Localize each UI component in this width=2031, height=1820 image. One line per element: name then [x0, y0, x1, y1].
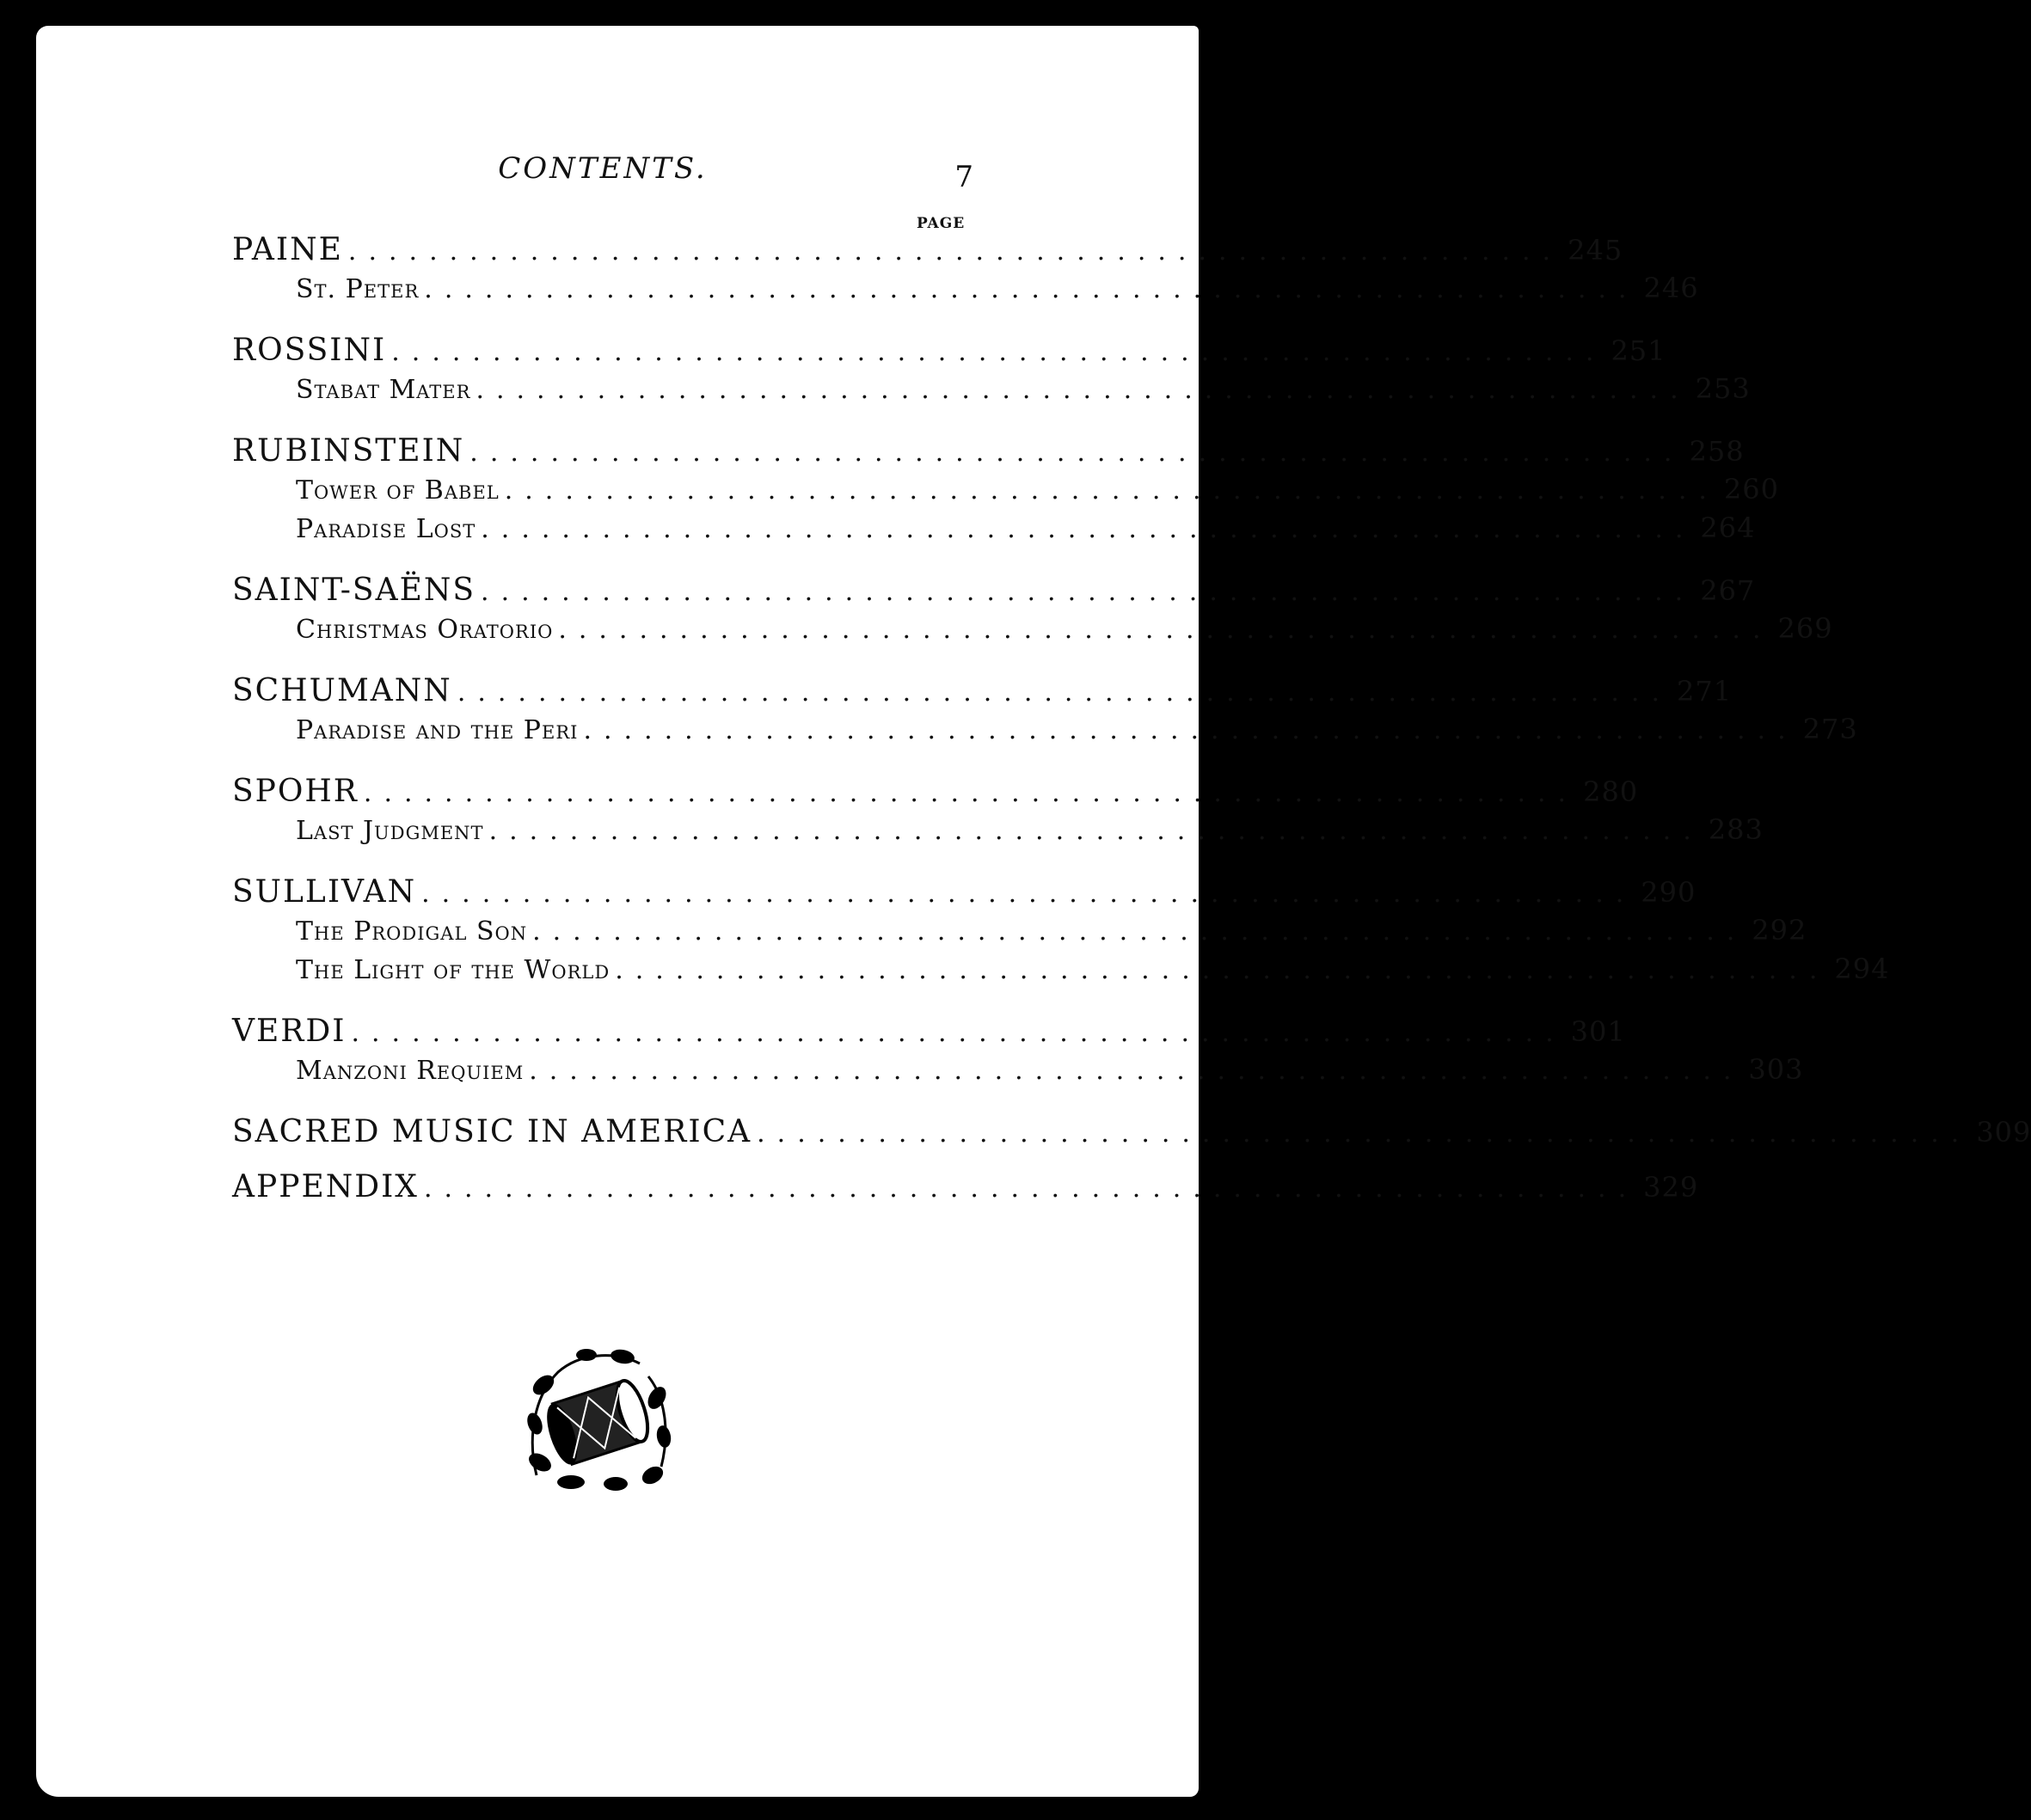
dot-leader: ............................................................: [476, 375, 1690, 405]
dot-leader: ............................................................: [488, 816, 1703, 846]
toc-entry: [232, 1014, 1626, 1053]
dot-leader: ............................................................: [363, 778, 1579, 808]
toc-title: Tower of Babel: [296, 475, 500, 506]
dot-leader: ............................................................: [469, 438, 1684, 468]
toc-title: The Light of the World: [296, 955, 611, 985]
toc-entry: [232, 1169, 1699, 1209]
toc-page: 294: [1834, 953, 1890, 985]
dot-leader: ............................................................: [391, 337, 1606, 367]
toc-entry: [232, 673, 1733, 713]
toc-page: 303: [1748, 1053, 1804, 1086]
dot-leader: ............................................................: [583, 715, 1798, 745]
dot-leader: ............................................................: [347, 236, 1563, 267]
toc-entry: [232, 813, 1764, 852]
toc-page: 251: [1611, 334, 1666, 367]
toc-entry: [232, 272, 1699, 310]
table-of-contents: [232, 232, 2031, 1209]
toc-title: St. Peter: [296, 274, 420, 304]
toc-entry: [232, 333, 1666, 372]
dot-leader: ............................................................: [532, 916, 1747, 947]
toc-page: 309: [1976, 1116, 2031, 1149]
toc-page: 292: [1752, 914, 1807, 947]
toc-entry: [232, 874, 1697, 914]
toc-page: 290: [1641, 876, 1697, 909]
toc-entry: [232, 953, 1890, 991]
toc-entry: [232, 713, 1858, 751]
toc-page: 264: [1700, 512, 1756, 544]
dot-leader: ............................................................: [421, 879, 1636, 909]
toc-entry: [232, 473, 1779, 512]
toc-title: Paradise and the Peri: [296, 715, 579, 745]
toc-entry: [232, 774, 1639, 813]
toc-title: SULLIVAN: [232, 874, 417, 910]
dot-leader: ............................................................: [504, 475, 1719, 506]
toc-entry: [232, 1053, 1804, 1092]
page-column-label: PAGE: [917, 215, 966, 232]
drum-wreath-ornament-icon: [519, 1346, 674, 1492]
toc-title: PAINE: [232, 232, 343, 267]
toc-title: ROSSINI: [232, 333, 387, 368]
toc-page: 269: [1777, 612, 1833, 645]
toc-title: APPENDIX: [232, 1169, 419, 1204]
toc-page: 260: [1723, 473, 1779, 506]
dot-leader: ............................................................: [529, 1056, 1744, 1086]
toc-title: VERDI: [232, 1014, 347, 1049]
toc-page: 273: [1802, 713, 1858, 745]
toc-entry: [232, 914, 1807, 953]
toc-entry: [232, 612, 1833, 651]
toc-entry: [232, 512, 1756, 550]
toc-title: Last Judgment: [296, 816, 484, 846]
toc-title: SACRED MUSIC IN AMERICA: [232, 1114, 752, 1149]
toc-title: SCHUMANN: [232, 673, 452, 708]
dot-leader: ............................................................: [757, 1118, 1972, 1149]
dot-leader: ............................................................: [481, 514, 1696, 544]
dot-leader: ............................................................: [424, 274, 1639, 304]
toc-title: SPOHR: [232, 774, 359, 809]
toc-entry: [232, 372, 1751, 411]
toc-title: Paradise Lost: [296, 514, 476, 544]
toc-page: 301: [1570, 1015, 1626, 1048]
toc-page: 258: [1689, 435, 1745, 468]
toc-title: RUBINSTEIN: [232, 433, 465, 469]
running-title: CONTENTS.: [498, 151, 708, 186]
page-number: 7: [954, 160, 973, 194]
toc-page: 283: [1708, 813, 1764, 846]
toc-title: Christmas Oratorio: [296, 615, 554, 645]
toc-entry: [232, 232, 1623, 272]
toc-entry: [232, 573, 1756, 612]
dot-leader: ............................................................: [615, 955, 1830, 985]
toc-page: 246: [1643, 272, 1699, 304]
toc-page: 271: [1676, 675, 1733, 708]
toc-page: 329: [1643, 1171, 1699, 1204]
toc-page: 267: [1700, 574, 1756, 607]
toc-title: Stabat Mater: [296, 375, 471, 405]
toc-page: 245: [1568, 234, 1623, 267]
toc-entry: [232, 433, 1745, 473]
page-header: [232, 146, 973, 198]
dot-leader: ............................................................: [457, 677, 1672, 708]
dot-leader: ............................................................: [351, 1018, 1566, 1048]
toc-page: 280: [1583, 775, 1639, 808]
toc-title: The Prodigal Son: [296, 916, 528, 947]
toc-title: SAINT-SAËNS: [232, 573, 476, 608]
toc-title: Manzoni Requiem: [296, 1056, 525, 1086]
toc-page: 253: [1695, 372, 1751, 405]
toc-entry: [232, 1114, 2031, 1154]
dot-leader: ............................................................: [423, 1174, 1639, 1204]
dot-leader: ............................................................: [481, 577, 1696, 607]
dot-leader: ............................................................: [558, 615, 1773, 645]
